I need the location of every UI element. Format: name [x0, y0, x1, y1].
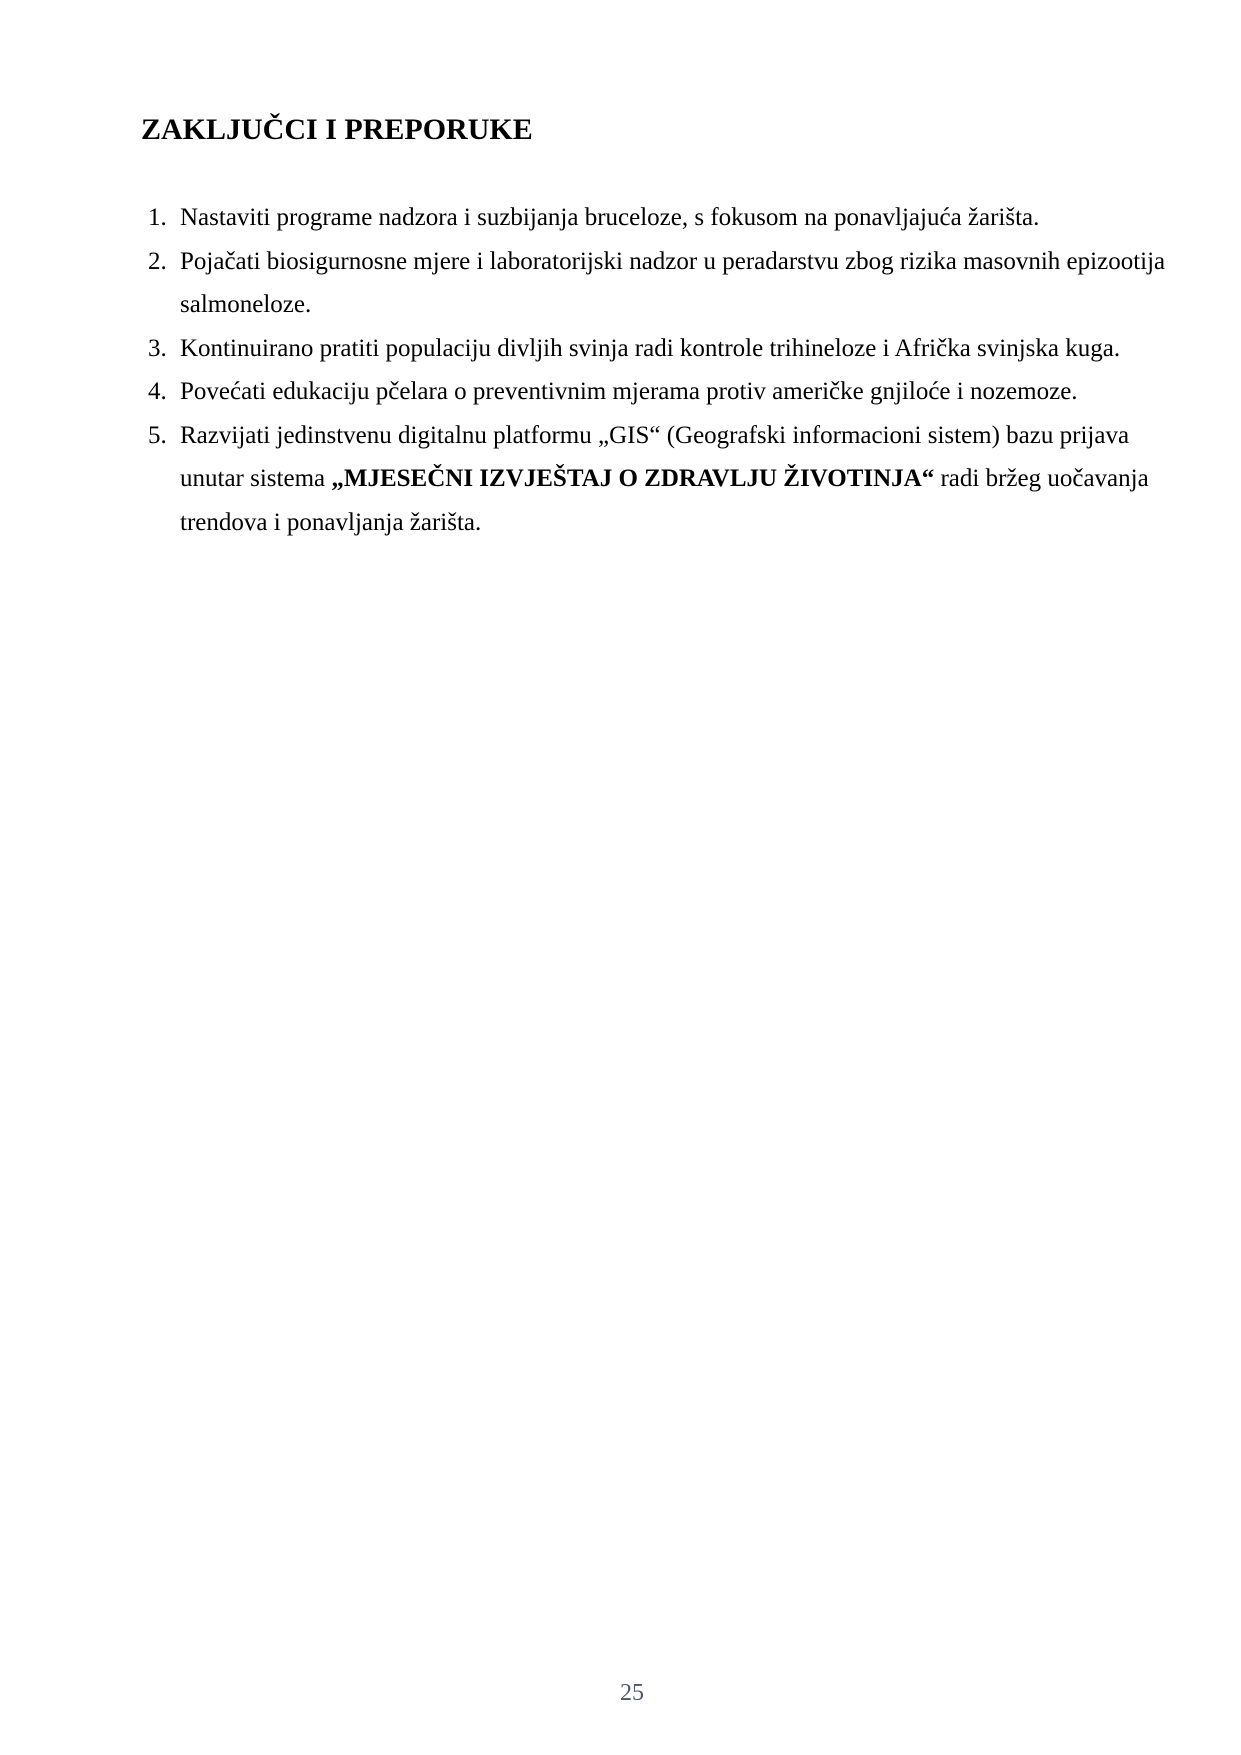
item-text [180, 422, 1149, 536]
item-number: 1. [148, 204, 167, 231]
item-text-bold: „MJESEČNI IZVJEŠTAJ O ZDRAVLJU ŽIVOTINJA“ [331, 465, 935, 492]
item-number: 2. [148, 247, 167, 275]
item-text: Nastaviti programe nadzora i suzbijanja bruceloze, s fokusom na ponavljajuća žarišta. [180, 204, 1040, 231]
item-number: 4. [148, 378, 167, 405]
item-text-prefix: Razvijati jedinstvenu digitalnu platformu „GIS“ (Geografski informacioni sistem) bazu prijava unutar sistema [180, 421, 1130, 492]
list-item [148, 240, 1170, 327]
page-heading: ZAKLJUČCI I PREPORUKE [141, 113, 533, 146]
list-item [148, 196, 1170, 240]
item-number: 5. [148, 421, 167, 449]
item-text: Povećati edukaciju pčelara o preventivnim mjerama protiv američke gnjiloće i nozemoze. [180, 378, 1078, 405]
page-number: 25 [620, 1680, 644, 1706]
item-text-suffix: radi bržeg uočavanja trendova i ponavljanja žarišta. [180, 465, 1149, 536]
ordered-list [148, 196, 1170, 544]
item-text: Pojačati biosigurnosne mjere i laboratorijski nadzor u peradarstvu zbog rizika masovnih epizootija salmoneloze. [180, 247, 1166, 318]
item-number: 3. [148, 334, 167, 362]
list-item [148, 414, 1170, 545]
item-text: Kontinuirano pratiti populaciju divljih svinja radi kontrole trihineloze i Afrička svinjska kuga. [180, 334, 1121, 362]
list-item [148, 327, 1170, 371]
list-item [148, 370, 1170, 414]
